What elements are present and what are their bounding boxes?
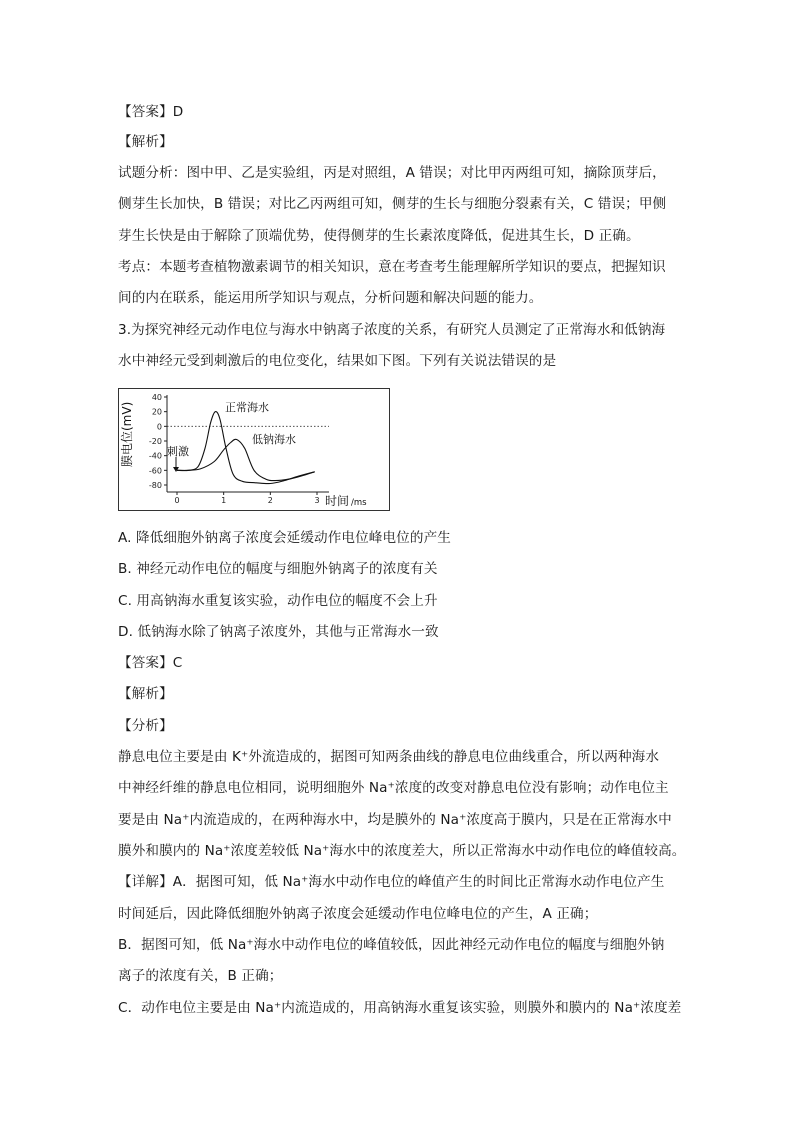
- y-tick-label: -60: [148, 466, 162, 476]
- stimulus-label: 刺激: [167, 445, 189, 458]
- analysis-line: 试题分析：图中甲、乙是实验组，丙是对照组，A 错误；对比甲丙两组可知，摘除顶芽后，: [118, 165, 666, 181]
- fenxi-heading: 【分析】: [118, 718, 173, 734]
- fenxi-line: 膜外和膜内的 Na⁺浓度差较低 Na⁺海水中的浓度差大，所以正常海水中动作电位的峰值较高。: [118, 843, 686, 859]
- option-a: A. 降低细胞外钠离子浓度会延缓动作电位峰电位的产生: [118, 530, 451, 546]
- y-tick-label: 40: [151, 393, 162, 402]
- stimulus-arrowhead: [173, 467, 179, 472]
- option-b: B. 神经元动作电位的幅度与细胞外钠离子的浓度有关: [118, 561, 438, 577]
- option-c: C. 用高钠海水重复该实验，动作电位的幅度不会上升: [118, 593, 438, 609]
- analysis-heading-1: 【解析】: [118, 134, 173, 150]
- y-tick-label: -20: [148, 437, 162, 446]
- fenxi-line: 静息电位主要是由 K⁺外流造成的，据图可知两条曲线的静息电位曲线重合，所以两种海水: [118, 749, 660, 765]
- answer-line-1: 【答案】D: [118, 104, 184, 120]
- x-tick-label: 2: [267, 496, 273, 505]
- question-stem-line: 水中神经元受到刺激后的电位变化，结果如下图。下列有关说法错误的是: [118, 353, 557, 369]
- x-axis-unit: /ms: [351, 498, 367, 508]
- x-tick-label: 1: [221, 496, 227, 505]
- y-tick-label: -80: [148, 481, 162, 490]
- answer-line-2: 【答案】C: [118, 655, 183, 671]
- x-axis-title: 时间: [325, 494, 350, 508]
- analysis-line: 间的内在联系，能运用所学知识与观点，分析问题和解决问题的能力。: [118, 290, 543, 306]
- detail-line: 【详解】A．据图可知，低 Na⁺海水中动作电位的峰值产生的时间比正常海水动作电位产生: [118, 874, 665, 890]
- analysis-line: 侧芽生长加快，B 错误；对比乙丙两组可知，侧芽的生长与细胞分裂素有关，C 错误；甲侧: [118, 196, 667, 212]
- detail-line: 时间延后，因此降低细胞外钠离子浓度会延缓动作电位峰电位的产生，A 正确；: [118, 906, 598, 922]
- analysis-heading-2: 【解析】: [118, 686, 173, 702]
- analysis-line: 芽生长快是由于解除了顶端优势，使得侧芽的生长素浓度降低，促进其生长，D 正确。: [118, 228, 640, 244]
- y-axis-title: 膜电位(mV): [120, 401, 134, 467]
- series-line-normal-seawater: [177, 412, 315, 484]
- series-label: 低钠海水: [252, 433, 296, 446]
- x-tick-label: 0: [174, 496, 180, 505]
- y-tick-label: 20: [151, 407, 162, 417]
- detail-line: C．动作电位主要是由 Na⁺内流造成的，用高钠海水重复该实验，则膜外和膜内的 Na⁺浓度差: [118, 1000, 682, 1016]
- x-tick-label: 3: [314, 496, 320, 505]
- fenxi-line: 中神经纤维的静息电位相同，说明细胞外 Na⁺浓度的改变对静息电位没有影响；动作电位主: [118, 780, 669, 796]
- analysis-line: 考点：本题考查植物激素调节的相关知识，意在考查考生能理解所学知识的要点，把握知识: [118, 259, 666, 275]
- y-tick-label: -40: [148, 451, 162, 461]
- detail-line: B．据图可知，低 Na⁺海水中动作电位的峰值较低，因此神经元动作电位的幅度与细胞外钠: [118, 937, 665, 953]
- question-stem-line: 3.为探究神经元动作电位与海水中钠离子浓度的关系，有研究人员测定了正常海水和低钠海: [118, 322, 666, 338]
- y-tick-label: 0: [156, 422, 162, 432]
- membrane-potential-chart: [118, 388, 390, 511]
- series-label: 正常海水: [225, 401, 269, 414]
- detail-line: 离子的浓度有关，B 正确；: [118, 968, 283, 984]
- option-d: D. 低钠海水除了钠离子浓度外，其他与正常海水一致: [118, 624, 439, 640]
- fenxi-line: 要是由 Na⁺内流造成的，在两种海水中，均是膜外的 Na⁺浓度高于膜内，只是在正常海水中: [118, 812, 672, 828]
- chart-canvas: [119, 389, 391, 512]
